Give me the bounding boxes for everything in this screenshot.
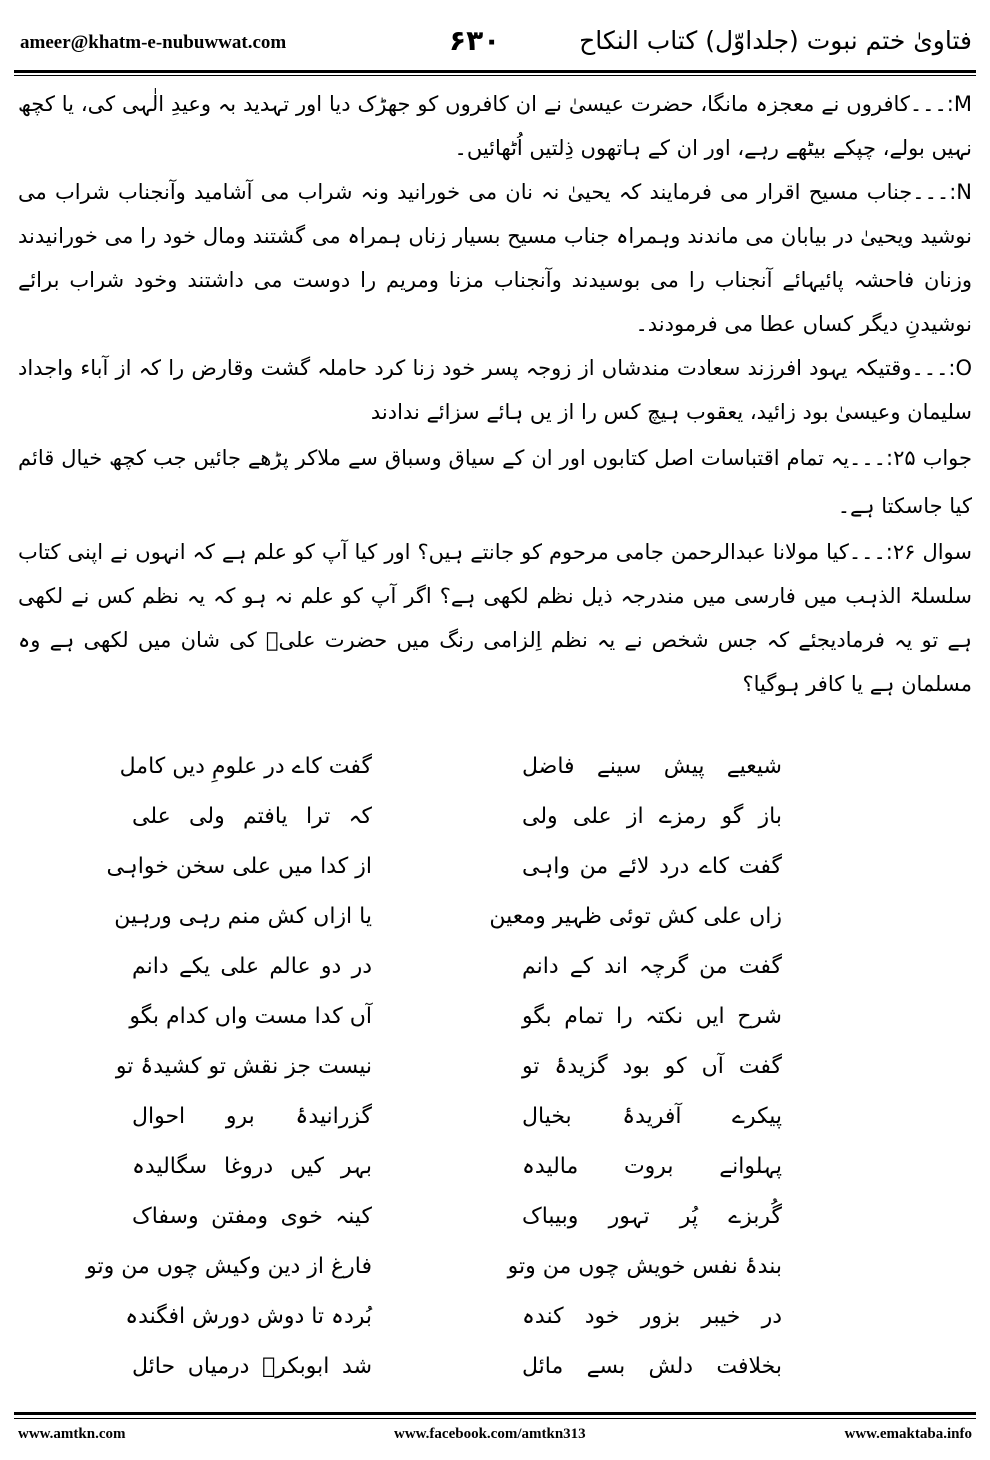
footer-rule — [14, 1412, 976, 1415]
book-title: فتاویٰ ختم نبوت (جلداوّل) کتاب النکاح — [579, 26, 972, 55]
hemistich-second: کینہ خوی ومفتن وسفاک — [132, 1204, 372, 1229]
poem-couplet — [18, 792, 972, 842]
hemistich-first: گفت من گرچہ اند کے دانم — [522, 954, 782, 979]
header-rule — [14, 70, 976, 73]
header-rule-thin — [14, 75, 976, 76]
hemistich-second: کہ ترا یافتم ولی علی — [132, 804, 372, 829]
page-footer — [14, 1426, 976, 1448]
hemistich-first: زاں علی کش توئی ظہیر ومعین — [489, 904, 782, 929]
hemistich-first: پہلوانے بروت مالیدہ — [522, 1154, 782, 1179]
hemistich-second: گفت کاے در علومِ دیں کامل — [119, 754, 372, 779]
hemistich-first: پیکرے آفریدۂ بخیال — [522, 1104, 782, 1129]
poem-couplet — [18, 892, 972, 942]
header-email: ameer@khatm-e-nubuwwat.com — [20, 32, 287, 53]
poem-couplet — [18, 942, 972, 992]
hemistich-first: شرح ایں نکتہ را تمام بگو — [522, 1004, 782, 1029]
hemistich-first: بندۂ نفس خویش چوں من وتو — [507, 1254, 782, 1279]
poem-couplet — [18, 992, 972, 1042]
paragraph-o: O:۔۔۔وقتیکہ یہود افرزند سعادت مندشاں از زوجہ پسر خود زنا کرد حاملہ گشت وقارض را کہ از آباء واجداد سلیمان وعیسیٰ بود زائید، یعقوب ہیچ کس را از یں ہائے سزائے ندادند — [18, 356, 972, 424]
hemistich-second: یا ازاں کش منم رہی ورہین — [114, 904, 372, 929]
question-26: سوال ۲۶:۔۔۔کیا مولانا عبدالرحمن جامی مرحوم کو جانتے ہیں؟ اور کیا آپ کو علم ہے کہ انہوں نے اپنی کتاب سلسلۃ الذہب میں فارسی میں مندرجہ ذیل نظم لکھی ہے؟ اگر آپ کو علم نہ ہو کہ یہ نظم کس نے لکھی ہے تو یہ فرمادیجئے کہ جس شخص نے یہ نظم اِلزامی رنگ میں حضرت علیؓ کی شان میں لکھی ہے وہ مسلمان ہے یا کافر ہوگیا؟ — [18, 540, 972, 696]
poem-couplet — [18, 1142, 972, 1192]
hemistich-second: در دو عالم علی یکے دانم — [132, 954, 372, 979]
poem-couplet — [18, 1342, 972, 1392]
hemistich-first: گفت آں کو بود گزیدۂ تو — [522, 1054, 782, 1079]
footer-rule-thin — [14, 1418, 976, 1419]
hemistich-second: آں کدا مست واں کدام بگو — [129, 1004, 372, 1029]
hemistich-first: باز گو رمزے از علی ولی — [522, 804, 782, 829]
page-body — [18, 82, 972, 706]
answer-25: جواب ۲۵:۔۔۔یہ تمام اقتباسات اصل کتابوں اور ان کے سیاق وسباق سے ملاکر پڑھے جائیں جب کچھ خیال قائم کیا جاسکتا ہے۔ — [18, 446, 973, 518]
page-number: ۶۳۰ — [449, 24, 501, 57]
hemistich-second: بہر کیں دروغا سگالیدہ — [132, 1154, 372, 1179]
hemistich-first: بخلافت دلش بسے مائل — [522, 1354, 782, 1379]
paragraph-n: N:۔۔۔جناب مسیح اقرار می فرمایند کہ یحییٰ نہ نان می خورانید ونہ شراب می آشامید وآنجناب شراب می نوشید ویحییٰ در بیابان می ماندند وہمراہ جناب مسیح بسیار زناں ہمراہ می گشتند ومال خود را می خورانیدند وزنان فاحشہ پائیہائے آنجناب را می بوسیدند وآنجناب مزنا ومریم را دوست می داشتند وخود شراب برائے نوشیدنِ دیگر کساں عطا می فرمودند۔ — [18, 180, 972, 336]
hemistich-second: از کدا میں علی سخن خواہی — [106, 854, 372, 879]
poem-couplet — [18, 1042, 972, 1092]
hemistich-first: گُربزے پُر تہور وبیباک — [522, 1204, 782, 1229]
poem-couplet — [18, 742, 972, 792]
footer-link-emaktaba[interactable]: www.emaktaba.info — [844, 1426, 972, 1442]
hemistich-first: در خیبر بزور خود کندہ — [522, 1304, 782, 1329]
poem-couplet — [18, 1192, 972, 1242]
poem-couplet — [18, 842, 972, 892]
hemistich-second: بُردہ تا دوش دورش افگندہ — [125, 1304, 372, 1329]
poem-couplet — [18, 1292, 972, 1342]
hemistich-second: شد ابوبکرؓ درمیاں حائل — [132, 1354, 372, 1379]
hemistich-first: گفت کاے درد لائے من واہی — [522, 854, 782, 879]
hemistich-second: نیست جز نقش تو کشیدۂ تو — [115, 1054, 372, 1079]
poem-couplet — [18, 1092, 972, 1142]
hemistich-second: فارغ از دین وکیش چوں من وتو — [86, 1254, 372, 1279]
paragraph-m: M:۔۔۔کافروں نے معجزہ مانگا، حضرت عیسیٰ نے ان کافروں کو جھڑک دیا اور تہدید بہ وعیدِ الٰہی کی، یا کچھ نہیں بولے، چپکے بیٹھے رہے، اور ان کے ہاتھوں ذِلتیں اُٹھائیں۔ — [18, 92, 972, 160]
poem-couplet — [18, 1242, 972, 1292]
persian-poem — [18, 742, 972, 1392]
hemistich-first: شیعیے پیش سینے فاضل — [522, 754, 782, 779]
footer-link-facebook[interactable]: www.facebook.com/amtkn313 — [394, 1426, 586, 1442]
hemistich-second: گزرانیدۂ برو احوال — [132, 1104, 372, 1129]
page-header — [14, 22, 976, 70]
footer-link-amtkn[interactable]: www.amtkn.com — [18, 1426, 126, 1442]
